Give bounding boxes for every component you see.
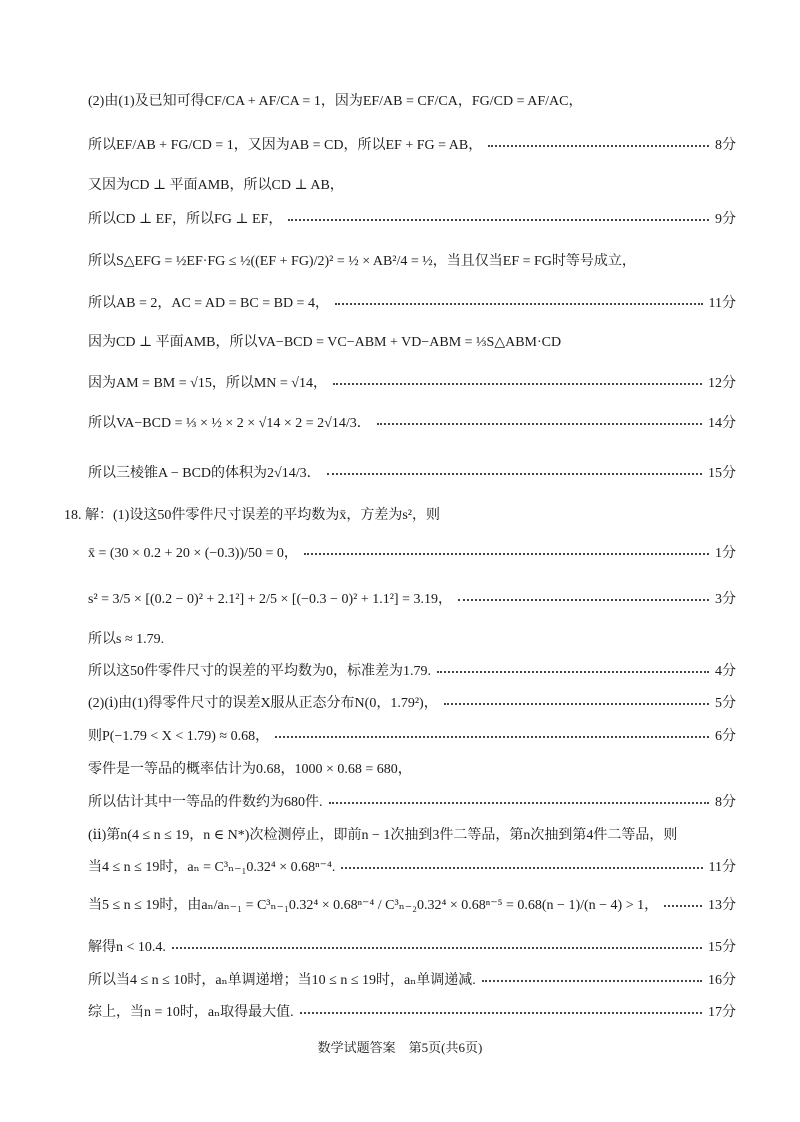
leader-dots: [288, 219, 709, 221]
line-score: 3分: [715, 592, 736, 607]
leader-dots: [333, 383, 702, 385]
question-18-heading: [64, 496, 712, 532]
answer-line-7: [88, 323, 736, 359]
line-score: 4分: [715, 664, 736, 679]
line-score: 14分: [708, 416, 736, 431]
line-text: (2)(ⅰ)由(1)得零件尺寸的误差X服从正态分布N(0，1.79²)，: [88, 696, 438, 711]
leader-dots: [327, 473, 702, 475]
line-text: 所以估计其中一等品的件数约为680件.: [88, 795, 323, 810]
line-score: 1分: [715, 546, 736, 561]
answer-line-12: [88, 534, 736, 570]
line-score: 11分: [708, 860, 736, 875]
line-text: x̄ = (30 × 0.2 + 20 × (−0.3))/50 = 0，: [88, 546, 298, 561]
line-text: s² = 3/5 × [(0.2 − 0)² + 2.1²] + 2/5 × [(−0.3 − 0)² + 1.1²] = 3.19，: [88, 592, 452, 607]
answer-line-20: [88, 816, 736, 852]
leader-dots: [444, 703, 709, 705]
leader-dots: [664, 905, 702, 907]
leader-dots: [341, 867, 702, 869]
line-score: 6分: [715, 729, 736, 744]
line-text: 所以s ≈ 1.79.: [88, 632, 165, 647]
answer-line-18: [88, 750, 736, 786]
line-score: 8分: [715, 795, 736, 810]
leader-dots: [335, 303, 703, 305]
leader-dots: [300, 1012, 702, 1014]
answer-line-25: [88, 993, 736, 1029]
leader-dots: [437, 671, 709, 673]
line-text: 所以EF/AB + FG/CD = 1，又因为AB = CD，所以EF + FG = AB，: [88, 138, 483, 153]
answer-line-2: [88, 126, 736, 162]
leader-dots: [482, 980, 702, 982]
leader-dots: [329, 802, 710, 804]
answer-line-3: [88, 166, 736, 202]
line-text: 解得n < 10.4.: [88, 940, 166, 955]
leader-dots: [275, 736, 709, 738]
line-text: 所以当4 ≤ n ≤ 10时，aₙ单调递增；当10 ≤ n ≤ 19时，aₙ单调递减.: [88, 973, 476, 988]
answer-line-24: [88, 961, 736, 997]
line-score: 13分: [708, 898, 736, 913]
page-footer: 数学试题答案 第5页(共6页): [317, 1040, 483, 1055]
answer-line-23: [88, 928, 736, 964]
answer-line-1: [88, 82, 736, 118]
answer-line-22: [88, 886, 736, 922]
leader-dots: [488, 145, 709, 147]
answer-line-21: [88, 848, 736, 884]
line-text: 因为AM = BM = √15，所以MN = √14，: [88, 376, 327, 391]
answer-line-15: [88, 652, 736, 688]
line-text: 当4 ≤ n ≤ 19时，aₙ = C³ₙ₋₁0.32⁴ × 0.68ⁿ⁻⁴.: [88, 860, 336, 875]
line-text: 所以VA−BCD = ⅓ × ½ × 2 × √14 × 2 = 2√14/3．: [88, 416, 371, 431]
answer-line-16: [88, 684, 736, 720]
answer-line-9: [88, 404, 736, 440]
line-score: 9分: [715, 212, 736, 227]
line-text: 18. 解：(1)设这50件零件尺寸误差的平均数为x̄，方差为s²，则: [64, 508, 440, 523]
answer-line-5: [88, 242, 736, 278]
line-text: (2)由(1)及已知可得CF/CA + AF/CA = 1，因为EF/AB = CF/CA，FG/CD = AF/AC，: [88, 94, 583, 109]
line-text: 所以这50件零件尺寸的误差的平均数为0，标准差为1.79.: [88, 664, 431, 679]
line-text: 又因为CD ⊥ 平面AMB，所以CD ⊥ AB，: [88, 178, 344, 193]
answer-line-13: [88, 580, 736, 616]
line-score: 11分: [708, 296, 736, 311]
line-text: 所以AB = 2，AC = AD = BC = BD = 4，: [88, 296, 329, 311]
leader-dots: [377, 423, 702, 425]
line-text: 所以三棱锥A − BCD的体积为2√14/3．: [88, 466, 321, 481]
line-score: 12分: [708, 376, 736, 391]
line-score: 8分: [715, 138, 736, 153]
answer-line-19: [88, 783, 736, 819]
answer-line-6: [88, 284, 736, 320]
line-score: 5分: [715, 696, 736, 711]
answer-line-14: [88, 620, 736, 656]
leader-dots: [172, 947, 702, 949]
answer-line-4: [88, 200, 736, 236]
line-text: 当5 ≤ n ≤ 19时，由aₙ/aₙ₋₁ = C³ₙ₋₁0.32⁴ × 0.68ⁿ⁻⁴ / C³ₙ₋₂0.32⁴ × 0.68ⁿ⁻⁵ = 0.68(n − 1)/(n − 4) > 1，: [88, 898, 659, 913]
line-score: 15分: [708, 940, 736, 955]
line-score: 17分: [708, 1005, 736, 1020]
line-score: 16分: [708, 973, 736, 988]
answer-line-8: [88, 364, 736, 400]
leader-dots: [458, 599, 709, 601]
leader-dots: [304, 553, 709, 555]
line-text: 零件是一等品的概率估计为0.68，1000 × 0.68 = 680，: [88, 762, 412, 777]
line-text: 所以CD ⊥ EF，所以FG ⊥ EF，: [88, 212, 283, 227]
line-text: 所以S△EFG = ½EF·FG ≤ ½((EF + FG)/2)² = ½ × AB²/4 = ½，当且仅当EF = FG时等号成立，: [88, 254, 636, 269]
line-text: 则P(−1.79 < X < 1.79) ≈ 0.68，: [88, 729, 270, 744]
line-text: (ⅱ)第n(4 ≤ n ≤ 19，n ∈ N*)次检测停止，即前n − 1次抽到3件二等品，第n次抽到第4件二等品，则: [88, 828, 678, 843]
line-text: 因为CD ⊥ 平面AMB，所以VA−BCD = VC−ABM + VD−ABM = ⅓S△ABM·CD: [88, 335, 562, 350]
answer-line-17: [88, 717, 736, 753]
line-score: 15分: [708, 466, 736, 481]
answer-line-10: [88, 454, 736, 490]
line-text: 综上，当n = 10时，aₙ取得最大值.: [88, 1005, 294, 1020]
